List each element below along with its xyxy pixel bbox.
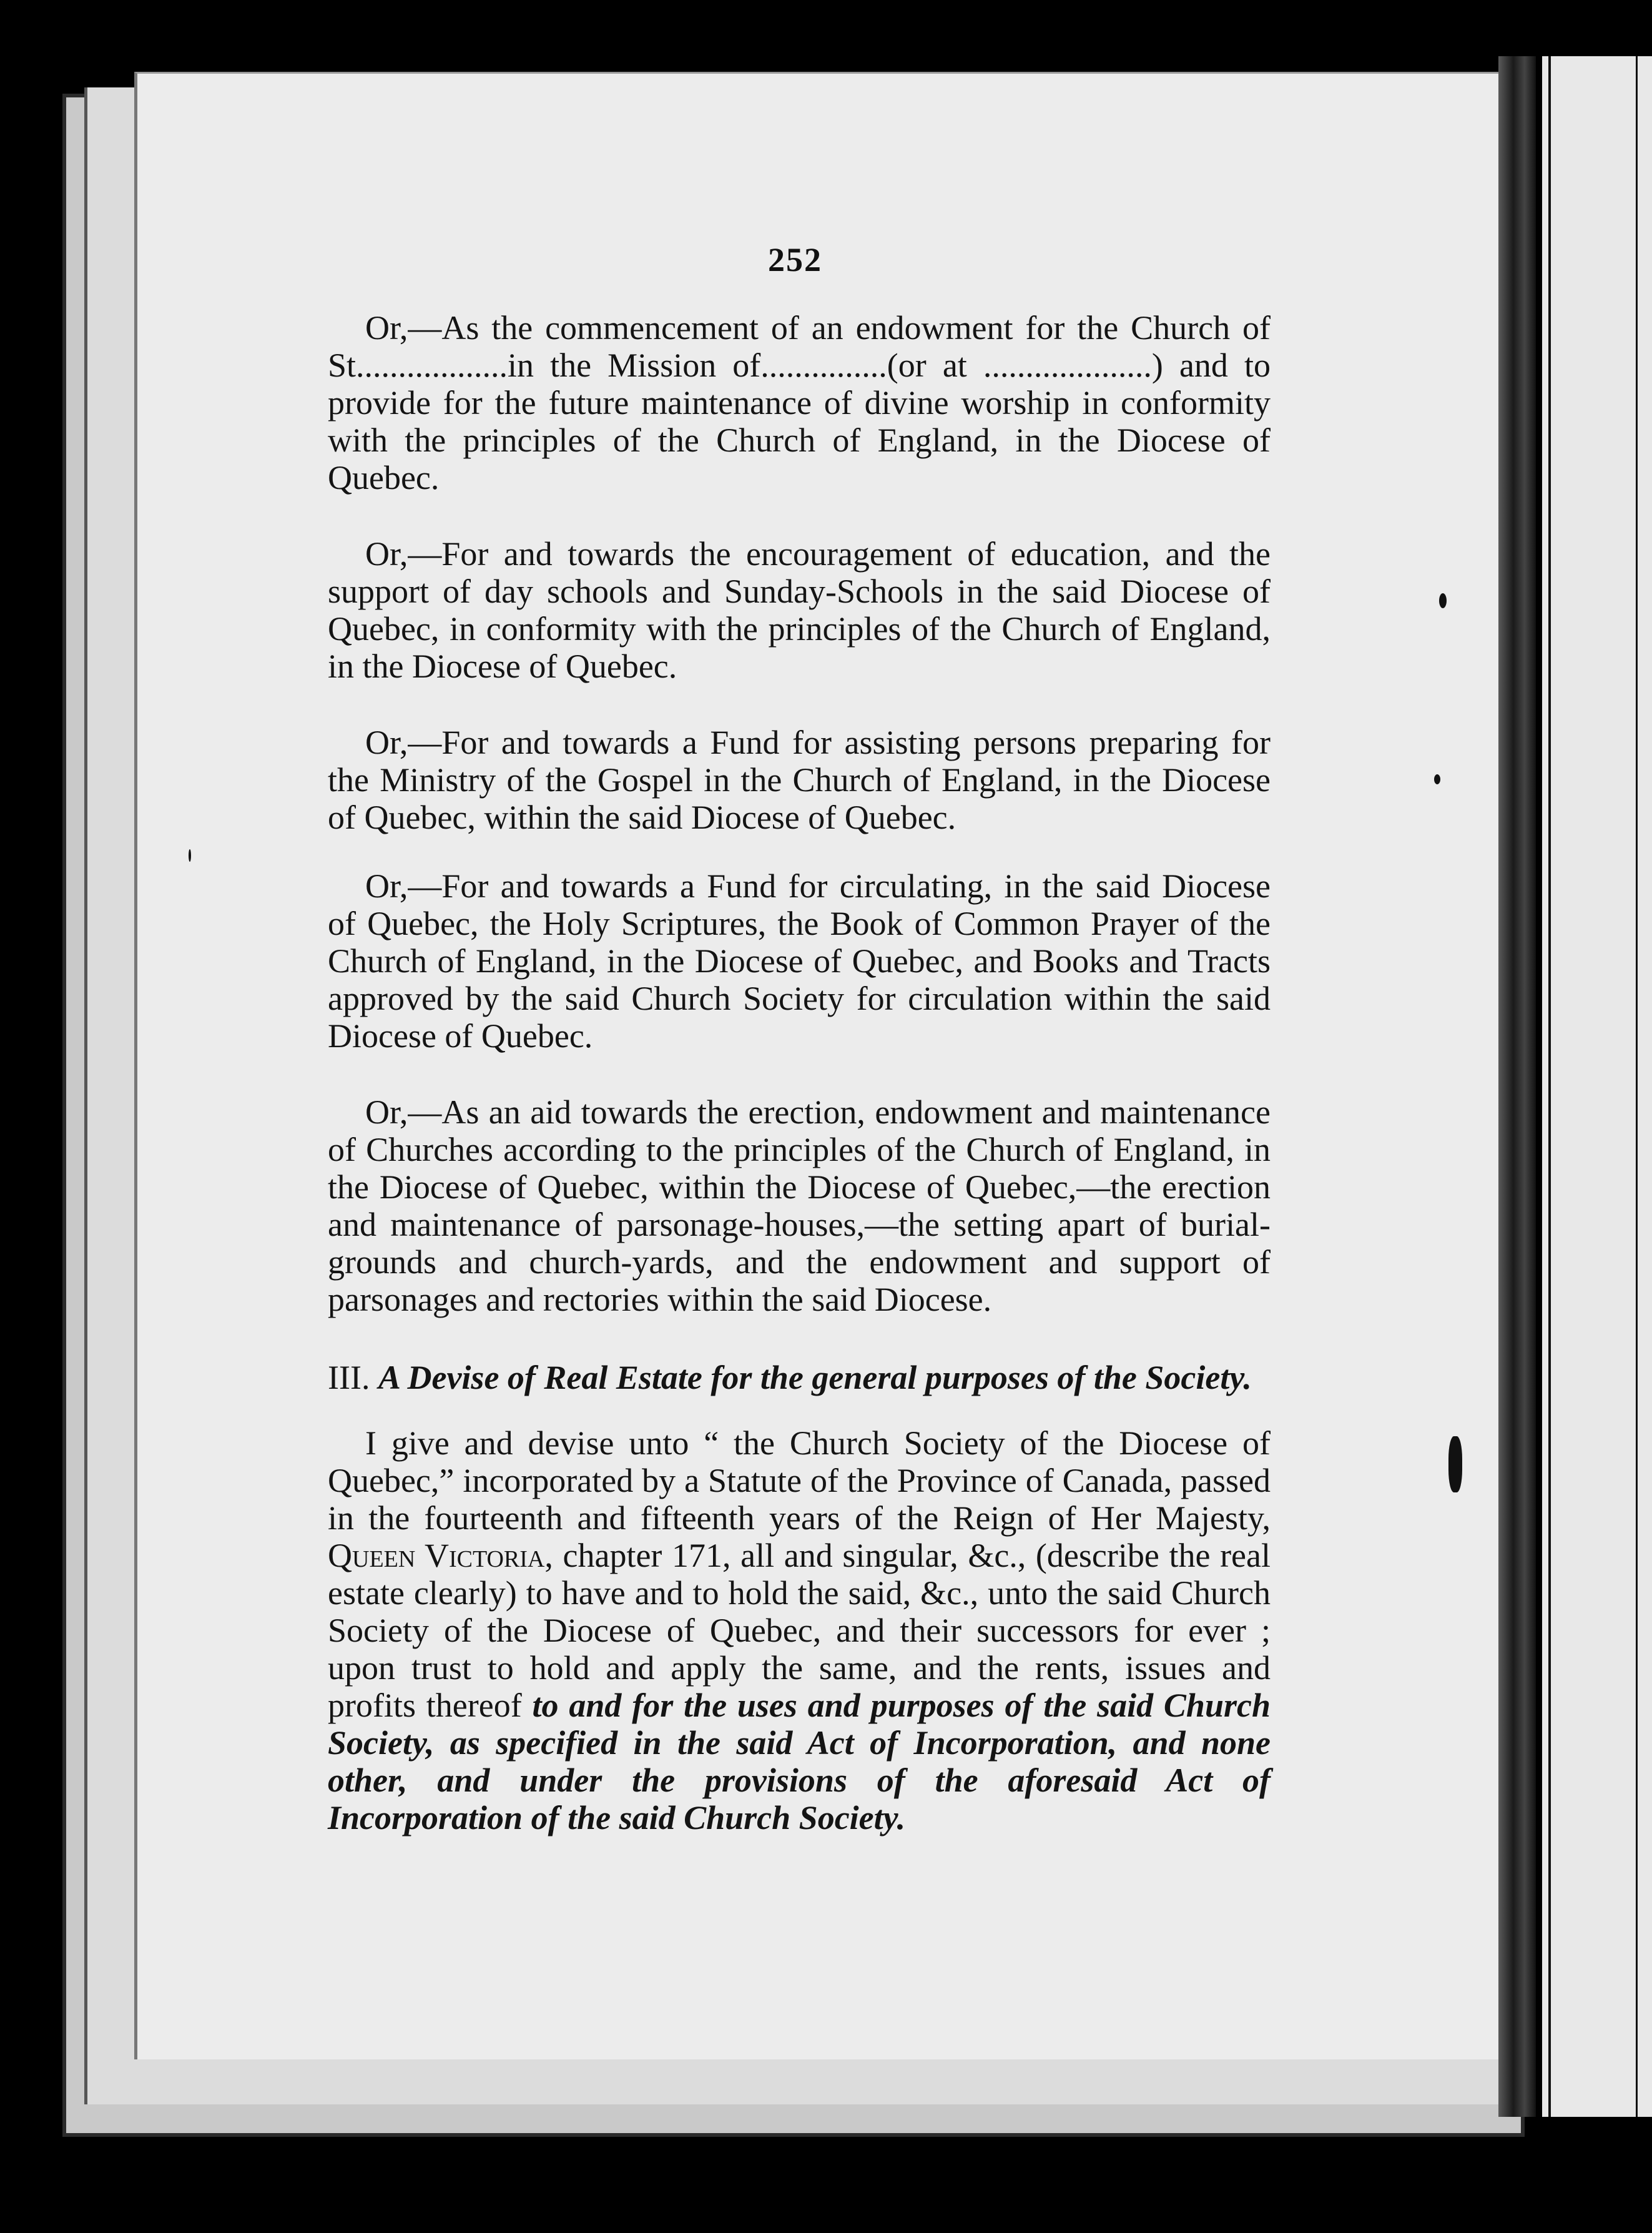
paragraph-scriptures-fund: Or,—For and towards a Fund for circulating, in the said Diocese of Quebec, the Holy Scriptures, the Book of Common Prayer of the Church of England, in the Diocese of Quebec, and Books and Tracts approved by the said Church Society for circulation within the said Diocese of Quebec. [328,867,1271,1055]
ink-speck [189,849,191,862]
paragraph-education: Or,—For and towards the encouragement of education, and the support of day schools and Sunday-Schools in the said Diocese of Quebec, in conformity with the principles of the Church of England, in the Diocese of Quebec. [328,535,1271,685]
devise-text-2: , chapter 171, all and singular, &c., (describe the real estate clearly) to have and to hold the said, &c., unto the said Church Society of the Diocese of Quebec, and their successors for ever ; upon trust to hold and apply the same, and the rents, issues and profits thereof [328,1537,1271,1724]
ink-speck [1434,774,1440,784]
paragraph-endowment: Or,—As the commencement of an endowment for the Church of St..................in the Mission of...............(or at ....................) and to provide for the future maintenance of divine worship in conformity with the principles of the Church of England, in the Diocese of Quebec. [328,309,1271,496]
book-gutter [1498,56,1536,2117]
section-numeral: III. [328,1359,370,1396]
section-heading [328,1357,1271,1398]
paragraph-devise [328,1424,1271,1836]
ink-speck [1448,1436,1462,1492]
devise-text-1: I give and devise unto “ the Church Society of the Diocese of Quebec,” incorporated by a Statute of the Province of Canada, passed in the fourteenth and fifteenth years of the Reign of Her Majesty, [328,1424,1271,1537]
paragraph-churches-aid: Or,—As an aid towards the erection, endowment and maintenance of Churches according to the principles of the Church of England, in the Diocese of Quebec, within the Diocese of Quebec,—the erection and maintenance of parsonage-houses,—the setting apart of burial-grounds and church-yards, and the endowment and support of parsonages and rectories within the said Diocese. [328,1093,1271,1318]
section-title: A Devise of Real Estate for the general purposes of the Society. [378,1359,1252,1396]
paragraph-ministry-fund: Or,—For and towards a Fund for assisting persons preparing for the Ministry of the Gospel in the Church of England, in the Diocese of Quebec, within the said Diocese of Quebec. [328,724,1271,836]
page-body [328,309,1271,1875]
queen-name: Queen Victoria [328,1537,545,1574]
ink-speck [1439,593,1447,608]
devise-italic-clause: to and for the uses and purposes of the said Church Society, as specified in the said Act of Incorporation, and none other, and under the provisions of the aforesaid Act of Incorporation of the said Church Society. [328,1687,1271,1836]
page-number: 252 [768,241,822,279]
facing-page-edge [1542,56,1652,2117]
